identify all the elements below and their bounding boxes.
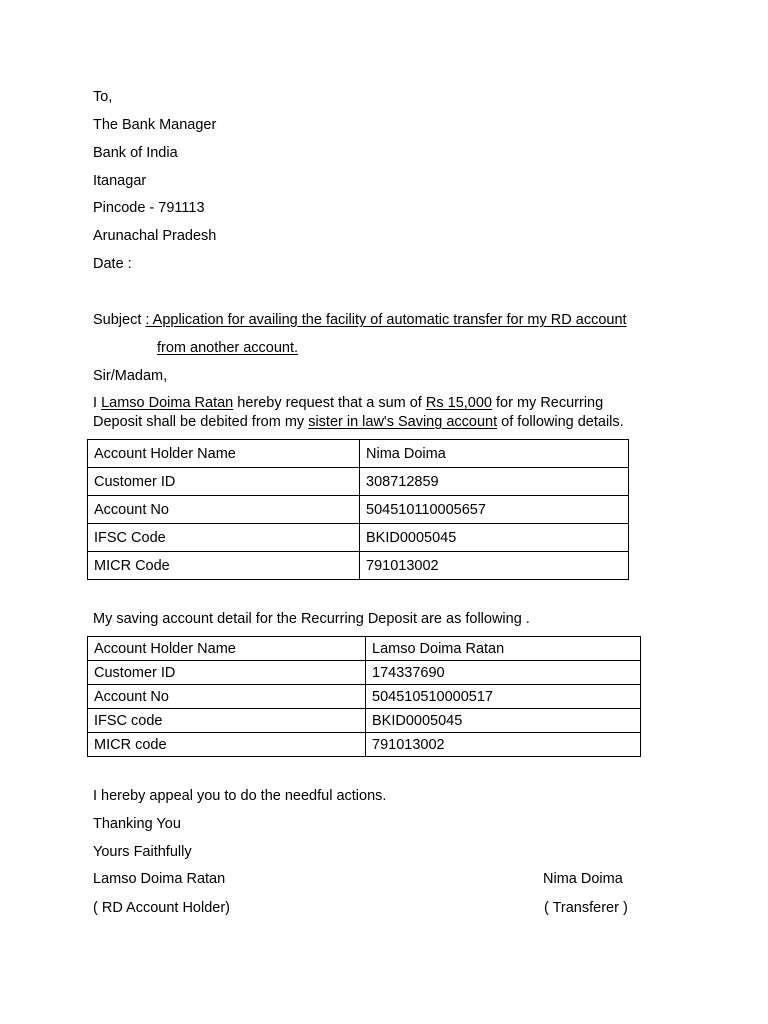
table-cell-value: 791013002 [360, 552, 629, 580]
source-account-table [87, 439, 629, 580]
table-cell-label: Account No [88, 496, 360, 524]
table-row [88, 552, 629, 580]
table-cell-label: MICR Code [88, 552, 360, 580]
salutation: Sir/Madam, [93, 368, 168, 384]
table-row [88, 685, 641, 709]
requester-name: Lamso Doima Ratan [101, 395, 234, 411]
body-text: Deposit shall be debited from my [93, 414, 309, 430]
table-cell-label: MICR code [88, 733, 366, 757]
subject-label: Subject [93, 312, 142, 328]
closing-appeal: I hereby appeal you to do the needful actions. [93, 788, 387, 804]
table-cell-label: Customer ID [88, 468, 360, 496]
table-row [88, 524, 629, 552]
body-paragraph-line1 [93, 394, 603, 412]
address-bank: Bank of India [93, 145, 178, 161]
body-text: for my Recurring [491, 395, 604, 411]
table-cell-label: IFSC code [88, 709, 366, 733]
signatory-transferer-role: ( Transferer ) [544, 900, 628, 916]
address-manager: The Bank Manager [93, 117, 217, 133]
signatory-rd-holder-name: Lamso Doima Ratan [93, 871, 226, 887]
table-row [88, 440, 629, 468]
body-text: of following details. [497, 414, 624, 430]
table-row [88, 637, 641, 661]
subject-line [93, 311, 627, 329]
table-row [88, 661, 641, 685]
table-cell-label: Customer ID [88, 661, 366, 685]
address-state: Arunachal Pradesh [93, 228, 217, 244]
table-cell-value: Nima Doima [360, 440, 629, 468]
closing-thanks: Thanking You [93, 816, 181, 832]
table-cell-label: Account No [88, 685, 366, 709]
table-row [88, 733, 641, 757]
signatory-rd-holder-role: ( RD Account Holder) [93, 900, 230, 916]
table-cell-label: Account Holder Name [88, 637, 366, 661]
table-cell-value: 174337690 [366, 661, 641, 685]
table-cell-value: BKID0005045 [366, 709, 641, 733]
rd-account-table [87, 636, 641, 757]
letter-date: Date : [93, 256, 132, 272]
table-cell-value: 308712859 [360, 468, 629, 496]
address-pincode: Pincode - 791113 [93, 200, 205, 216]
table-cell-value: 504510510000517 [366, 685, 641, 709]
table-cell-value: Lamso Doima Ratan [366, 637, 641, 661]
address-to: To, [93, 89, 113, 105]
table-row [88, 709, 641, 733]
body-text: I [93, 395, 102, 411]
body-paragraph-line2 [93, 413, 624, 431]
address-city: Itanagar [93, 173, 147, 189]
table-cell-value: 791013002 [366, 733, 641, 757]
source-account-description: sister in law's Saving account [308, 414, 498, 430]
signatory-transferer-name: Nima Doima [543, 871, 623, 887]
table-cell-label: IFSC Code [88, 524, 360, 552]
table-cell-label: Account Holder Name [88, 440, 360, 468]
subject-text: : Application for availing the facility of automatic transfer for my RD account [145, 312, 627, 328]
table2-intro: My saving account detail for the Recurring Deposit are as following . [93, 611, 530, 627]
subject-text-continued: from another account. [157, 340, 299, 356]
table-row [88, 468, 629, 496]
body-text: hereby request that a sum of [233, 395, 426, 411]
transfer-amount: Rs 15,000 [425, 395, 492, 411]
table-cell-value: 504510110005657 [360, 496, 629, 524]
closing-yours: Yours Faithfully [93, 844, 192, 860]
table-cell-value: BKID0005045 [360, 524, 629, 552]
table-row [88, 496, 629, 524]
